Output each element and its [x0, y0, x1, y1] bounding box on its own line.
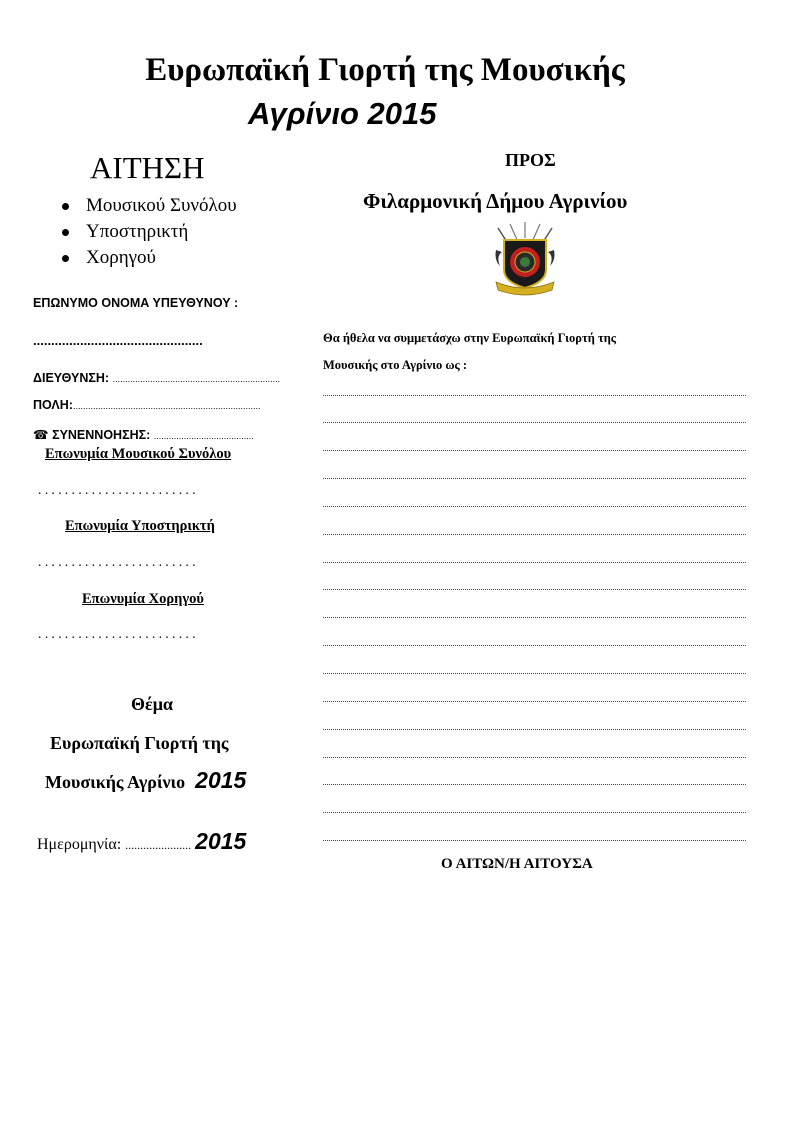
ensemble-name-field[interactable]: ........................ [38, 483, 199, 498]
date-row [37, 828, 246, 855]
sponsor-name-label: Επωνυμία Χορηγού [82, 591, 204, 607]
supporter-name-field[interactable]: ........................ [38, 555, 199, 570]
dotted-line[interactable] [323, 701, 746, 702]
supporter-name-label: Επωνυμία Υποστηρικτή [65, 518, 215, 534]
sponsor-name-field[interactable]: ........................ [38, 627, 199, 642]
application-type-list [60, 193, 237, 271]
to-label: ΠΡΟΣ [505, 150, 556, 170]
signature-label: Ο ΑΙΤΩΝ/Η ΑΙΤΟΥΣΑ [441, 856, 593, 872]
city-field[interactable]: ........................................................................... [72, 401, 261, 411]
ensemble-name-label: Επωνυμία Μουσικού Συνόλου [45, 446, 232, 462]
dotted-line[interactable] [323, 617, 746, 618]
list-item: Μουσικού Συνόλου [60, 193, 237, 219]
phone-field[interactable]: ........................................ [153, 431, 254, 441]
application-heading: ΑΙΤΗΣΗ [90, 150, 205, 185]
dotted-line[interactable] [323, 729, 746, 730]
dotted-line[interactable] [323, 395, 746, 396]
bullet-icon [62, 255, 69, 262]
dotted-line[interactable] [323, 757, 746, 758]
dotted-line[interactable] [323, 589, 746, 590]
intro-line-1: Θα ήθελα να συμμετάσχω στην Ευρωπαϊκή Γιορτή της [323, 331, 617, 345]
subject-line-2: Μουσικής Αγρίνιο 2015 [45, 767, 247, 793]
subject-line-1: Ευρωπαϊκή Γιορτή της [50, 733, 229, 753]
address-label: ΔΙΕΥΘΥΝΣΗ: [33, 371, 110, 385]
address-field[interactable]: ................................................................... [112, 374, 281, 384]
address-row [33, 371, 280, 385]
dotted-line[interactable] [323, 422, 746, 423]
intro-line-2: Μουσικής στο Αγρίνιο ως : [323, 358, 468, 372]
subject-year: 2015 [195, 767, 247, 793]
date-label: Ημερομηνία: [37, 836, 122, 853]
list-item: Χορηγού [60, 245, 237, 271]
document-subtitle: Αγρίνιο 2015 [248, 96, 437, 131]
date-year: 2015 [195, 828, 247, 854]
dotted-line[interactable] [323, 645, 746, 646]
dotted-line[interactable] [323, 840, 746, 841]
document-title: Ευρωπαϊκή Γιορτή της Μουσικής [145, 52, 625, 88]
dotted-line[interactable] [323, 784, 746, 785]
bullet-icon [62, 229, 69, 236]
dotted-line[interactable] [323, 534, 746, 535]
phone-icon: ☎ [33, 428, 49, 442]
dotted-line[interactable] [323, 478, 746, 479]
phone-label: ΣΥΝΕΝΝΟΗΣΗΣ: [52, 428, 151, 442]
list-item: Υποστηρικτή [60, 219, 237, 245]
phone-row [33, 427, 254, 442]
responsible-name-field[interactable]: ............................................... [33, 333, 203, 348]
philharmonic-emblem-icon [490, 220, 560, 300]
subject-label: Θέμα [131, 694, 173, 714]
city-row [33, 398, 261, 412]
bullet-icon [62, 203, 69, 210]
city-label: ΠΟΛΗ: [33, 398, 73, 412]
dotted-line[interactable] [323, 562, 746, 563]
responsible-name-label: ΕΠΩΝΥΜΟ ΟΝΟΜΑ ΥΠΕΥΘΥΝΟΥ : [33, 296, 239, 310]
dotted-line[interactable] [323, 506, 746, 507]
dotted-line[interactable] [323, 450, 746, 451]
date-field[interactable]: ...................... [125, 838, 192, 852]
recipient-name: Φιλαρμονική Δήμου Αγρινίου [363, 189, 628, 213]
dotted-line[interactable] [323, 812, 746, 813]
dotted-line[interactable] [323, 673, 746, 674]
